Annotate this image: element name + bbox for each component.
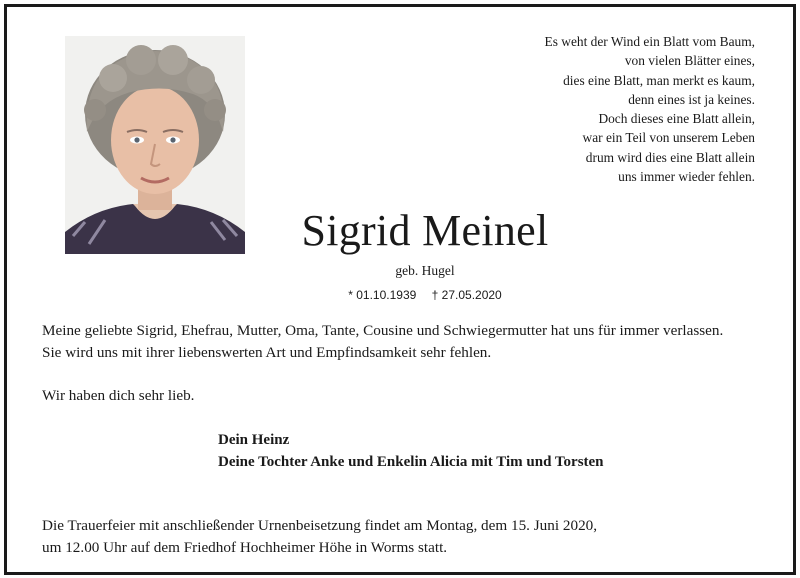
poem-line: denn eines ist ja keines. <box>628 91 755 107</box>
poem-line: von vielen Blätter eines, <box>624 53 755 69</box>
message-paragraph: Meine geliebte Sigrid, Ehefrau, Mutter, Oma, Tante, Cousine und Schwiegermutter hat uns für immer verlassen. Sie wird uns mit ihrer liebenswerten Art und Empfindsamkeit sehr fehlen. <box>42 322 724 361</box>
ceremony-notice <box>42 515 742 559</box>
poem <box>395 32 755 186</box>
portrait-photo <box>65 36 245 254</box>
life-dates <box>247 286 603 304</box>
poem-line: drum wird dies eine Blatt allein <box>585 149 755 165</box>
signers <box>218 429 778 473</box>
obituary-frame <box>4 4 796 575</box>
signer-line: Deine Tochter Anke und Enkelin Alicia mit Tim und Torsten <box>218 454 604 470</box>
ceremony-line: um 12.00 Uhr auf dem Friedhof Hochheimer Höhe in Worms statt. <box>42 539 448 556</box>
signer-line: Dein Heinz <box>218 432 290 448</box>
poem-line: Doch dieses eine Blatt allein, <box>598 111 755 127</box>
poem-line: war ein Teil von unserem Leben <box>582 130 755 146</box>
love-note: Wir haben dich sehr lieb. <box>42 387 195 404</box>
maiden-name: geb. Hugel <box>395 263 455 278</box>
poem-line: Es weht der Wind ein Blatt vom Baum, <box>544 34 755 49</box>
birth-date: * 01.10.1939 <box>348 288 417 302</box>
ceremony-line: Die Trauerfeier mit anschließender Urnenbeisetzung findet am Montag, dem 15. Juni 2020, <box>42 517 598 534</box>
death-date: † 27.05.2020 <box>431 288 502 302</box>
portrait-illustration <box>65 36 245 254</box>
poem-line: dies eine Blatt, man merkt es kaum, <box>563 72 755 88</box>
deceased-name: Sigrid Meinel <box>301 206 549 255</box>
poem-line: uns immer wieder fehlen. <box>618 169 755 185</box>
